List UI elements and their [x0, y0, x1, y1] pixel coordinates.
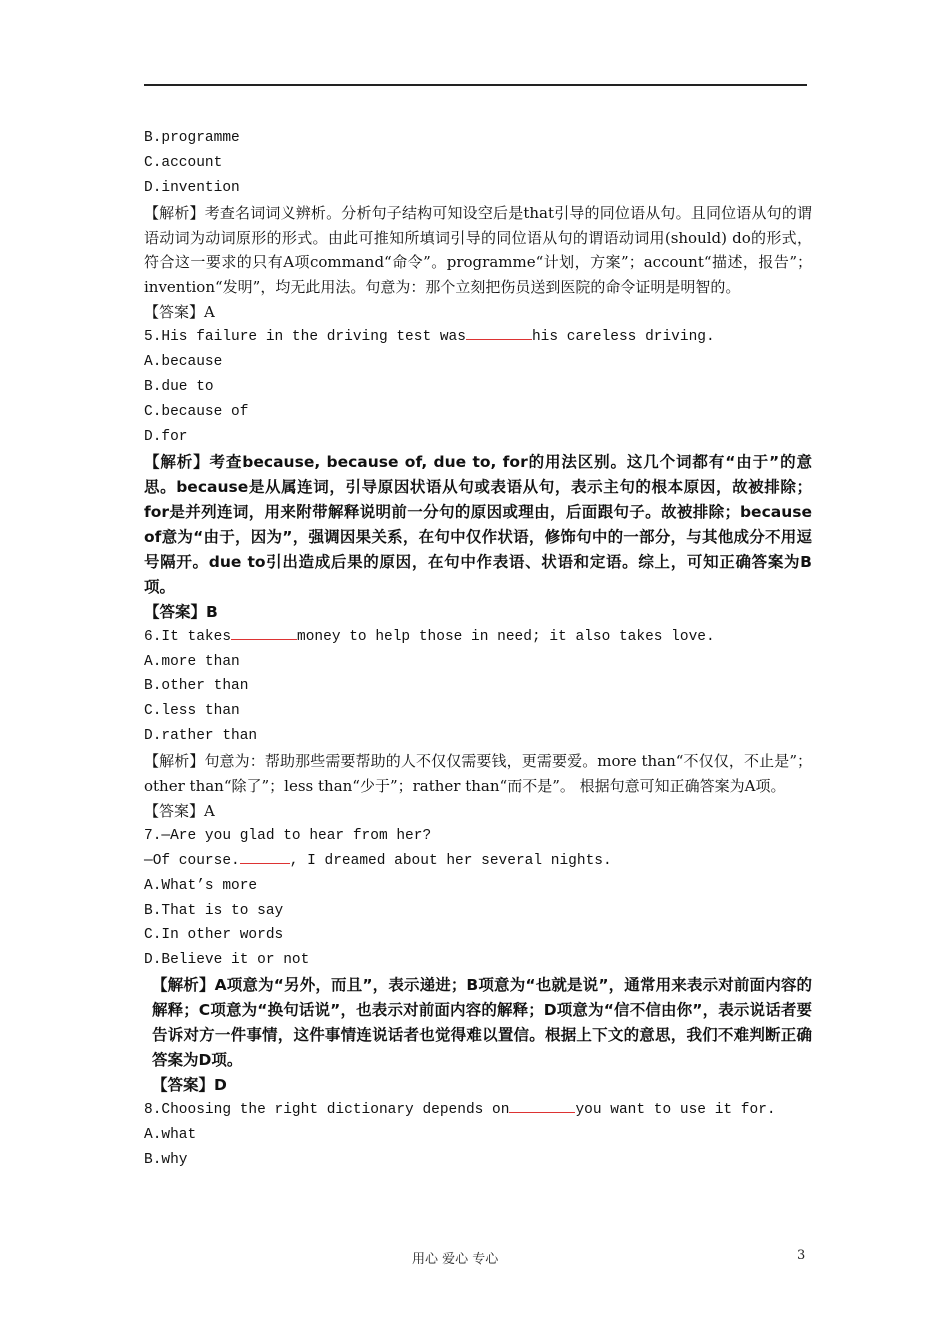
answer-blank — [509, 1098, 575, 1113]
stem-text: 6.It takes — [144, 628, 232, 645]
option: B.due to — [144, 378, 214, 395]
option: D.Believe it or not — [144, 952, 310, 969]
answer-blank — [240, 849, 290, 864]
analysis-paragraph: 【解析】A项意为“另外，而且”，表示递进；B项意为“也就是说”，通常用来表示对前面内容的解释；C项意为“换句话说”，也表示对前面内容的解释；D项意为“信不信由你”，表示说话者要告诉对方一件事情，这件事情连说话者也觉得难以置信。根据上下文的意思，我们不难判断正确答案为D项。 — [152, 976, 812, 1070]
stem-text: you want to use it for. — [575, 1102, 776, 1119]
stem-text: money to help those in need; it also takes love. — [297, 628, 715, 645]
answer-line: 【答案】B — [144, 602, 218, 621]
page-content — [144, 126, 812, 1173]
header-rule — [144, 84, 807, 86]
option: C.In other words — [144, 927, 284, 944]
option: C.account — [144, 154, 223, 171]
option: B.why — [144, 1151, 188, 1168]
analysis-paragraph: 【解析】考查名词词义辨析。分析句子结构可知设空后是that引导的同位语从句。且同位语从句的谓语动词为动词原形的形式。由此可推知所填词引导的同位语从句的谓语动词用(should) do的形式，符合这一要求的只有A项command“命令”。programme“计划，方案”；account“描述，报告”；invention“发明”，均无此用法。句意为：那个立刻把伤员送到医院的命令证明是明智的。 — [144, 203, 812, 297]
option: D.for — [144, 428, 188, 445]
stem-text: —Of course. — [144, 852, 240, 869]
question-stem — [144, 325, 812, 350]
option: A.What’s more — [144, 877, 258, 894]
answer-line: 【答案】A — [144, 801, 215, 820]
answer-blank — [231, 625, 297, 640]
dialogue-line — [144, 849, 812, 874]
question-stem — [144, 625, 812, 650]
option: B.programme — [144, 130, 240, 146]
option: B.That is to say — [144, 902, 284, 919]
option: C.less than — [144, 703, 240, 720]
stem-text: his careless driving. — [531, 329, 715, 346]
footer-motto: 用心 爱心 专心 — [412, 1252, 499, 1267]
question-stem — [144, 1098, 812, 1123]
option: D.invention — [144, 179, 240, 196]
stem-text: , I dreamed about her several nights. — [289, 852, 612, 869]
answer-line: 【答案】A — [144, 303, 215, 322]
stem-text: 8.Choosing the right dictionary depends on — [144, 1102, 510, 1119]
stem-text: 5.His failure in the driving test was — [144, 329, 466, 346]
answer-line: 【答案】D — [152, 1076, 227, 1095]
option: A.because — [144, 354, 223, 371]
option: C.because of — [144, 403, 249, 420]
page-number: 3 — [797, 1248, 806, 1263]
analysis-paragraph: 【解析】考查because, because of, due to, for的用法区别。这几个词都有“由于”的意思。because是从属连词，引导原因状语从句或表语从句，表示主句的根本原因，故被排除；for是并列连词，用来附带解释说明前一分句的原因或理由，后面跟句子。故被排除；because of意为“由于，因为”，强调因果关系，在句中仅作状语，修饰句中的一部分，与其他成分不用逗号隔开。due to引出造成后果的原因，在句中作表语、状语和定语。综上，可知正确答案为B项。 — [144, 452, 812, 596]
option: A.more than — [144, 653, 240, 670]
option: A.what — [144, 1127, 197, 1144]
option: B.other than — [144, 678, 249, 695]
dialogue-line: 7.—Are you glad to hear from her? — [144, 827, 432, 844]
analysis-paragraph: 【解析】句意为：帮助那些需要帮助的人不仅仅需要钱，更需要爱。more than“不仅仅，不止是”； other than“除了”；less than“少于”；rather than“而不是”。 根据句意可知正确答案为A项。 — [144, 752, 812, 796]
answer-blank — [466, 325, 532, 340]
option: D.rather than — [144, 728, 258, 745]
